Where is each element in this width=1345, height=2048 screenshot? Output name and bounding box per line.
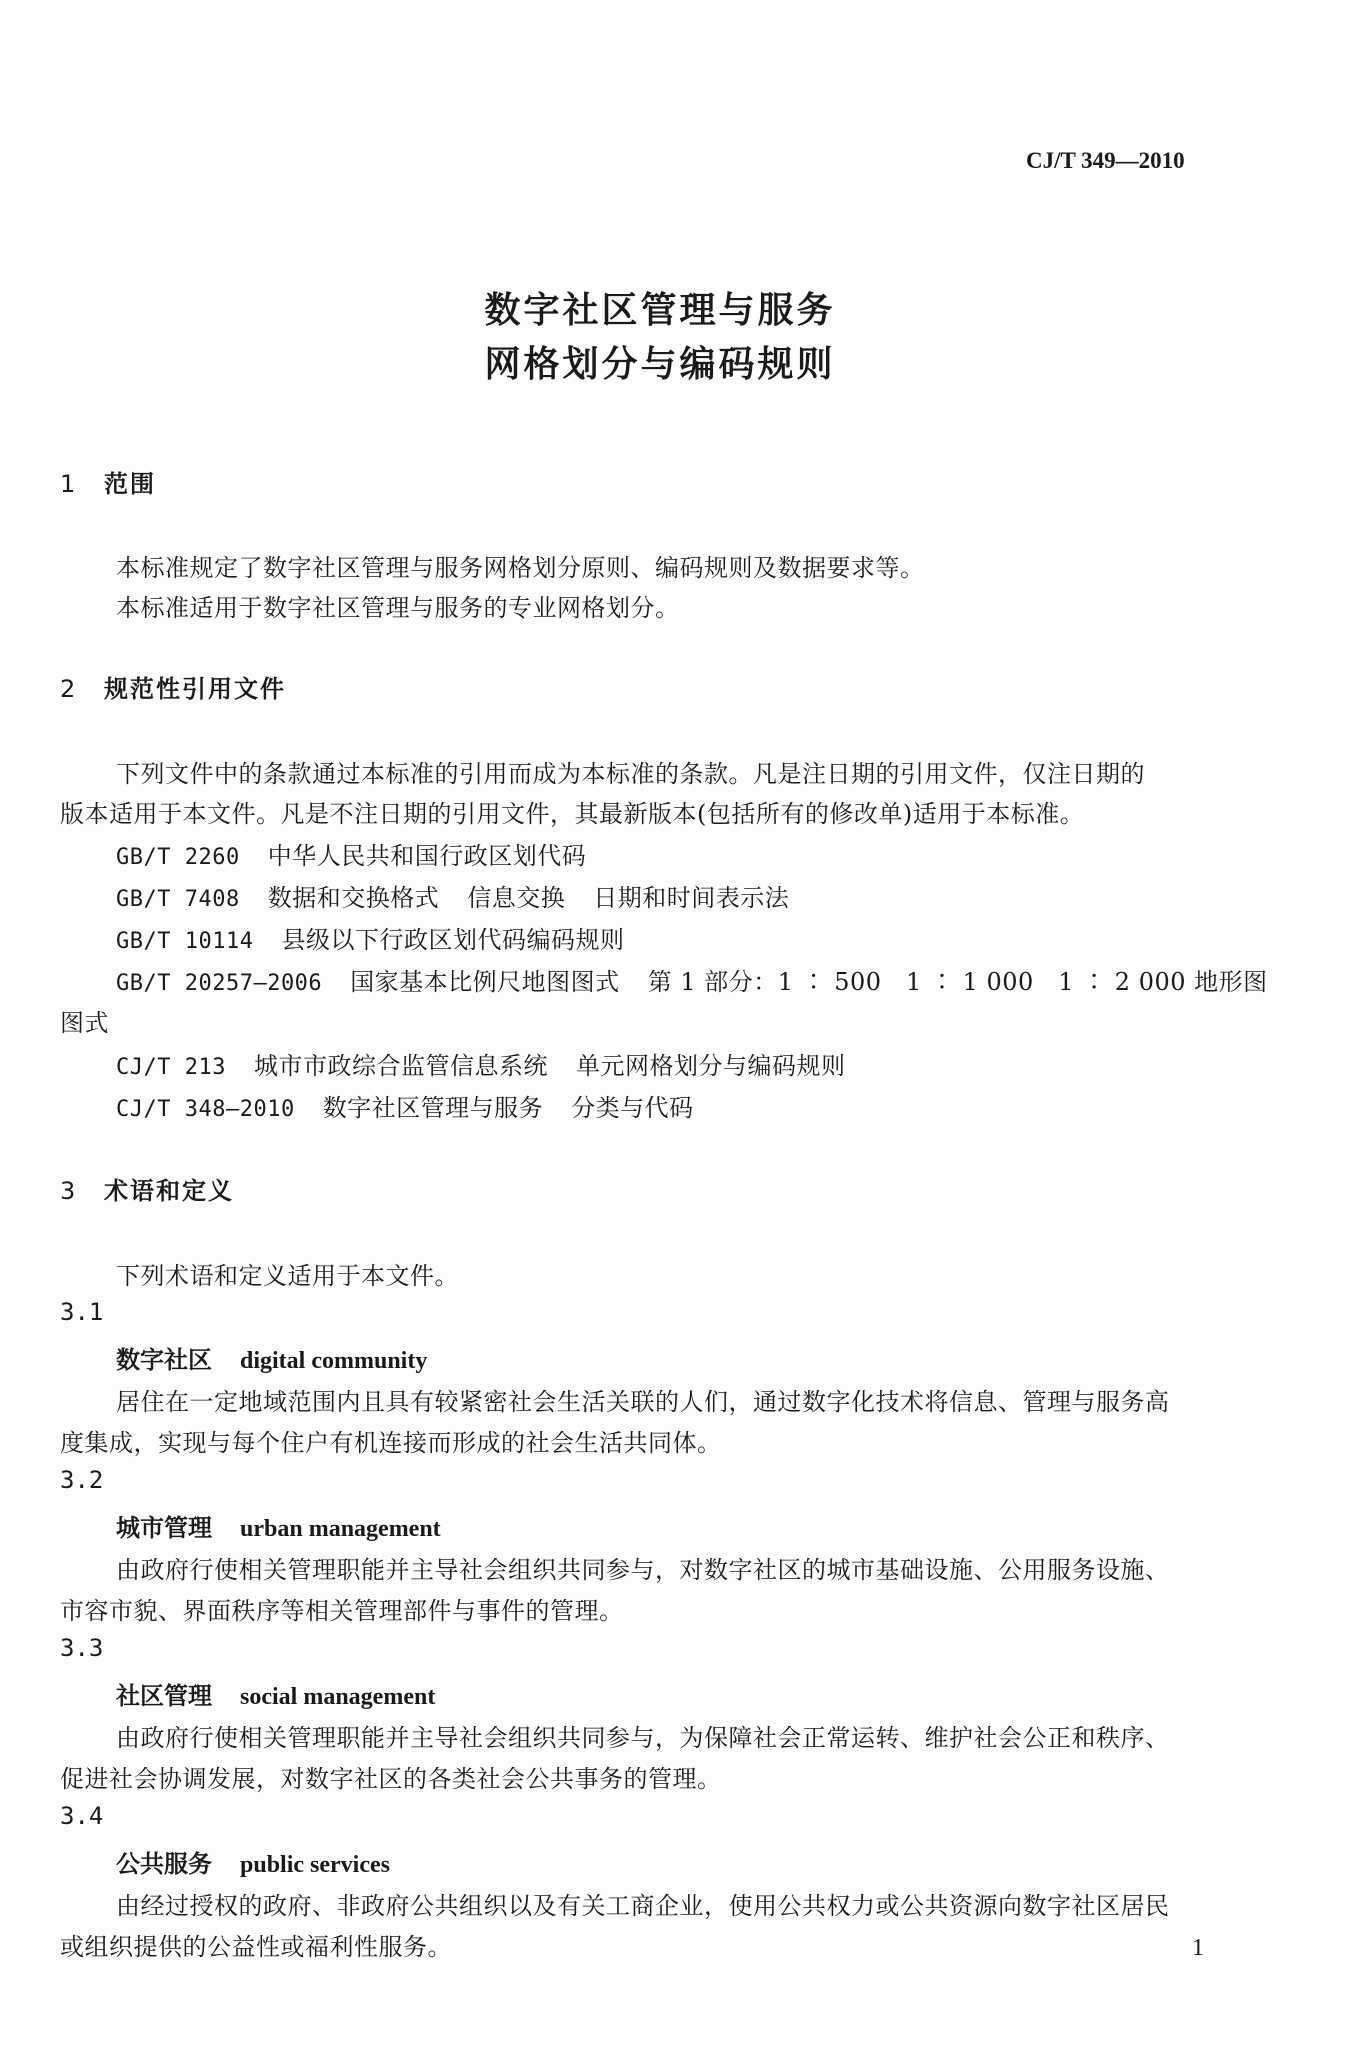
section-title: 术语和定义 <box>104 1177 234 1205</box>
reference-continuation: 图式 <box>60 1009 109 1037</box>
section-number: 3 <box>60 1177 76 1205</box>
term-heading <box>116 1844 390 1879</box>
reference-code: GB/T 7408 <box>116 887 240 912</box>
term-chinese: 城市管理 <box>116 1513 212 1542</box>
standard-number: CJ/T 349—2010 <box>1026 148 1185 173</box>
section-3-heading <box>60 1171 234 1206</box>
paragraph: 版本适用于本文件。凡是不注日期的引用文件，其最新版本(包括所有的修改单)适用于本标准。 <box>60 800 1085 828</box>
term-definition: 居住在一定地域范围内且具有较紧密社会生活关联的人们，通过数字化技术将信息、管理与服务高 <box>116 1388 1170 1416</box>
term-chinese: 公共服务 <box>116 1849 212 1878</box>
section-title: 范围 <box>104 470 156 498</box>
term-english: digital community <box>240 1348 428 1374</box>
reference-title: 中华人民共和国行政区划代码 <box>267 842 587 870</box>
section-1-heading <box>60 464 156 499</box>
term-definition: 促进社会协调发展，对数字社区的各类社会公共事务的管理。 <box>60 1765 722 1793</box>
reference-code: GB/T 20257—2006 <box>116 971 323 996</box>
section-2-heading <box>60 669 286 704</box>
reference-item <box>116 1088 694 1123</box>
reference-title-part: 日期和时间表示法 <box>593 884 790 912</box>
paragraph: 本标准规定了数字社区管理与服务网格划分原则、编码规则及数据要求等。 <box>116 554 925 582</box>
term-heading <box>116 1508 441 1543</box>
reference-title: 国家基本比例尺地图图式 <box>350 968 620 996</box>
term-english: social management <box>240 1684 436 1710</box>
term-chinese: 数字社区 <box>116 1345 212 1374</box>
section-number: 2 <box>60 675 76 703</box>
reference-code: GB/T 10114 <box>116 929 254 954</box>
section-title: 规范性引用文件 <box>104 675 286 703</box>
reference-title: 数字社区管理与服务 <box>322 1094 544 1122</box>
reference-item <box>116 920 624 955</box>
term-english: urban management <box>240 1516 441 1542</box>
reference-title-part: 分类与代码 <box>571 1094 694 1122</box>
reference-item <box>116 878 789 913</box>
page-number: 1 <box>1192 1935 1204 1961</box>
reference-item <box>116 962 1268 997</box>
term-number: 3.1 <box>60 1298 104 1326</box>
document-title-line-2: 网格划分与编码规则 <box>484 344 836 385</box>
term-heading <box>116 1340 427 1375</box>
reference-code: CJ/T 213 <box>116 1055 226 1080</box>
term-chinese: 社区管理 <box>116 1681 212 1710</box>
term-definition: 市容市貌、界面秩序等相关管理部件与事件的管理。 <box>60 1597 624 1625</box>
reference-item <box>116 1046 845 1081</box>
term-number: 3.3 <box>60 1634 104 1662</box>
paragraph: 本标准适用于数字社区管理与服务的专业网格划分。 <box>116 594 680 622</box>
term-definition: 由政府行使相关管理职能并主导社会组织共同参与，对数字社区的城市基础设施、公用服务设施、 <box>116 1556 1170 1584</box>
paragraph: 下列术语和定义适用于本文件。 <box>116 1262 459 1290</box>
term-definition: 由政府行使相关管理职能并主导社会组织共同参与，为保障社会正常运转、维护社会公正和秩序、 <box>116 1724 1170 1752</box>
term-definition: 由经过授权的政府、非政府公共组织以及有关工商企业，使用公共权力或公共资源向数字社区居民 <box>116 1892 1170 1920</box>
term-number: 3.2 <box>60 1466 104 1494</box>
reference-title-part: 第 1 部分：1 ∶ 500 1 ∶ 1 000 1 ∶ 2 000 地形图 <box>647 968 1268 996</box>
section-number: 1 <box>60 470 76 498</box>
document-title-line-1: 数字社区管理与服务 <box>484 290 836 331</box>
reference-title: 县级以下行政区划代码编码规则 <box>281 926 625 954</box>
term-number: 3.4 <box>60 1802 104 1830</box>
reference-title: 数据和交换格式 <box>267 884 440 912</box>
reference-title-part: 单元网格划分与编码规则 <box>575 1052 846 1080</box>
reference-code: CJ/T 348—2010 <box>116 1097 295 1122</box>
term-definition: 或组织提供的公益性或福利性服务。 <box>60 1933 452 1961</box>
reference-title: 城市市政综合监管信息系统 <box>253 1052 548 1080</box>
reference-title-part: 信息交换 <box>467 884 566 912</box>
term-heading <box>116 1676 435 1711</box>
reference-code: GB/T 2260 <box>116 845 240 870</box>
term-definition: 度集成，实现与每个住户有机连接而形成的社会生活共同体。 <box>60 1429 722 1457</box>
term-english: public services <box>240 1852 390 1878</box>
paragraph: 下列文件中的条款通过本标准的引用而成为本标准的条款。凡是注日期的引用文件，仅注日期的 <box>116 760 1145 788</box>
reference-item <box>116 836 586 871</box>
